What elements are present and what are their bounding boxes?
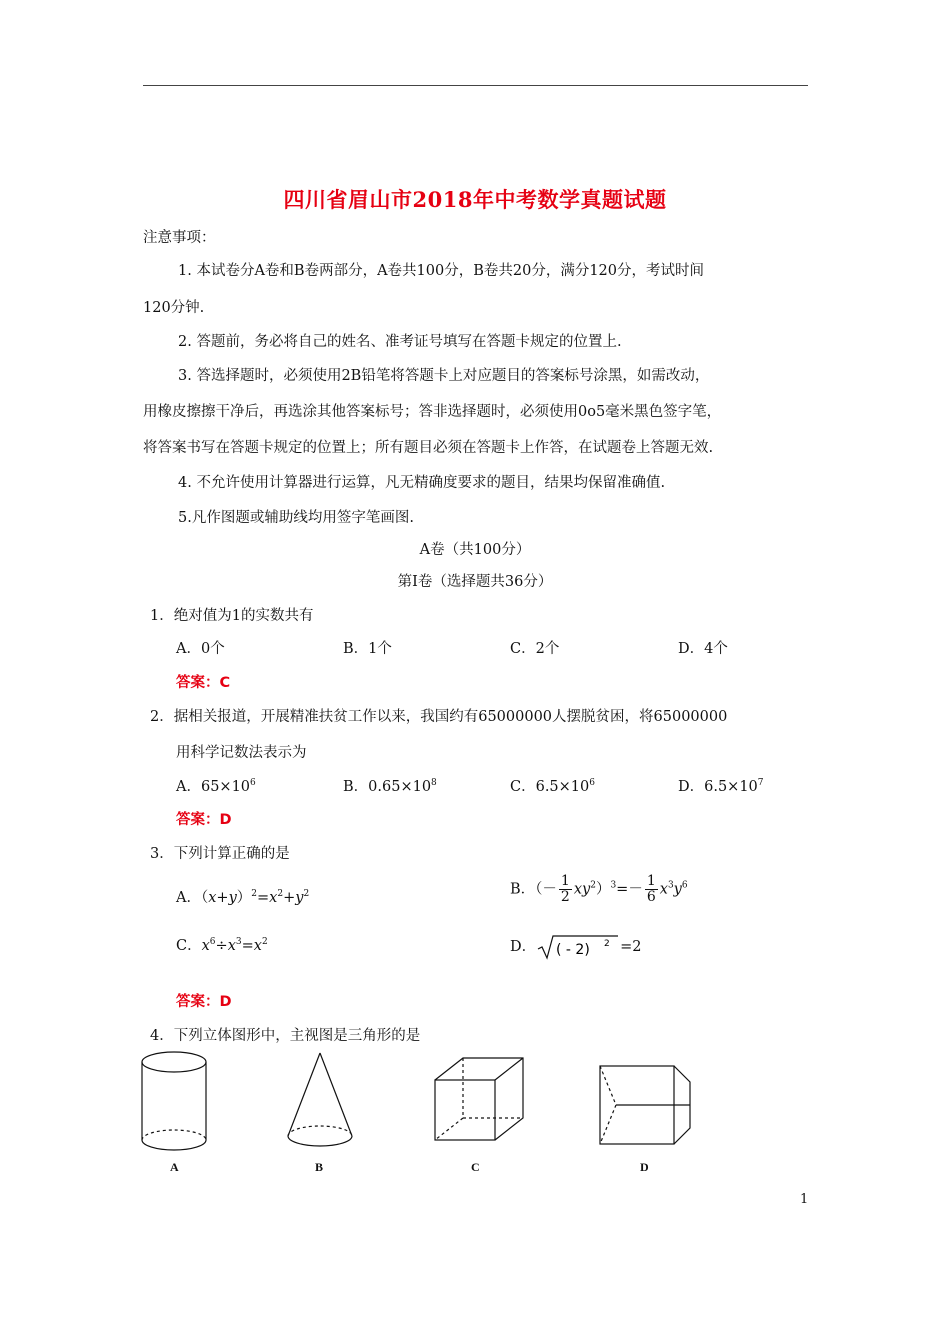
square-root-symbol bbox=[536, 934, 620, 960]
notice-item: 将答案书写在答题卡规定的位置上；所有题目必须在答题卡上作答，在试题卷上答题无效. bbox=[143, 440, 714, 456]
solid-figures bbox=[130, 1050, 750, 1160]
notice-heading: 注意事项： bbox=[143, 230, 216, 246]
figure-label-b: B bbox=[315, 1160, 324, 1174]
notice-item: 120分钟. bbox=[143, 300, 205, 316]
cylinder-figure bbox=[142, 1052, 206, 1150]
q3-option-c: C．$x^6\div x^3=x^2$ bbox=[176, 937, 268, 954]
q2-option-c: C．$6.5\times 10^6$ bbox=[510, 778, 595, 795]
notice-item: 1. 本试卷分A卷和B卷两部分，A卷共100分，B卷共20分，满分120分，考试时间 bbox=[178, 263, 704, 279]
prism-figure bbox=[600, 1066, 690, 1144]
page-title: 四川省眉山市2018年中考数学真题试题 bbox=[283, 187, 667, 212]
notice-item: 3. 答选择题时，必须使用2B铅笔将答题卡上对应题目的答案标号涂黑，如需改动， bbox=[178, 368, 710, 384]
section-a-heading: A卷（共100分） bbox=[419, 542, 531, 558]
figure-label-a: A bbox=[170, 1160, 179, 1174]
question-4-stem: 4．下列立体图形中，主视图是三角形的是 bbox=[150, 1028, 421, 1044]
q1-option-b: B．1个 bbox=[343, 641, 392, 657]
question-1-stem: 1．绝对值为1的实数共有 bbox=[150, 608, 314, 624]
page-number: 1 bbox=[800, 1192, 809, 1207]
q1-option-d: D．4个 bbox=[678, 641, 728, 657]
q2-answer: 答案：D bbox=[176, 812, 232, 828]
cone-figure bbox=[288, 1053, 352, 1146]
question-3-stem: 3．下列计算正确的是 bbox=[150, 846, 290, 862]
notice-item: 5.凡作图题或辅助线均用签字笔画图. bbox=[178, 510, 414, 526]
q2-option-d: D．$6.5\times 10^7$ bbox=[678, 778, 764, 795]
header-rule bbox=[143, 85, 808, 86]
question-2-stem-cont: 用科学记数法表示为 bbox=[176, 745, 307, 761]
q1-answer: 答案：C bbox=[176, 675, 231, 691]
part-one-heading: 第Ⅰ卷（选择题共36分） bbox=[397, 574, 553, 590]
q2-option-a: A．$65\times 10^6$ bbox=[176, 778, 256, 795]
q3-option-d: D． ( - 2) 2 =2 bbox=[510, 934, 642, 960]
q3-option-b: B．（－ $\frac{1}{2}$ $xy^2)^3=-$ $\frac{1}{6}$ $x^3y^6$ bbox=[510, 873, 688, 905]
q2-option-b: B．$0.65\times 10^8$ bbox=[343, 778, 437, 795]
svg-text:2: 2 bbox=[604, 939, 610, 949]
figure-label-d: D bbox=[640, 1160, 649, 1174]
figure-label-c: C bbox=[471, 1160, 480, 1174]
q3-answer: 答案：D bbox=[176, 994, 232, 1010]
svg-text:( - 2): ( - 2) bbox=[556, 942, 590, 958]
notice-item: 2. 答题前，务必将自己的姓名、准考证号填写在答题卡规定的位置上. bbox=[178, 334, 622, 350]
q1-option-a: A．0个 bbox=[176, 641, 225, 657]
question-2-stem: 2．据相关报道，开展精准扶贫工作以来，我国约有65000000人摆脱贫困，将65000000 bbox=[150, 709, 728, 725]
notice-item: 4. 不允许使用计算器进行运算，凡无精确度要求的题目，结果均保留准确值. bbox=[178, 475, 666, 491]
q1-option-c: C．2个 bbox=[510, 641, 560, 657]
notice-item: 用橡皮擦擦干净后，再选涂其他答案标号；答非选择题时，必须使用0o5毫米黑色签字笔， bbox=[143, 404, 722, 420]
cube-figure bbox=[435, 1058, 523, 1140]
q3-option-a: A．$(x+y)^2=x^2+y^2$ bbox=[176, 889, 310, 906]
